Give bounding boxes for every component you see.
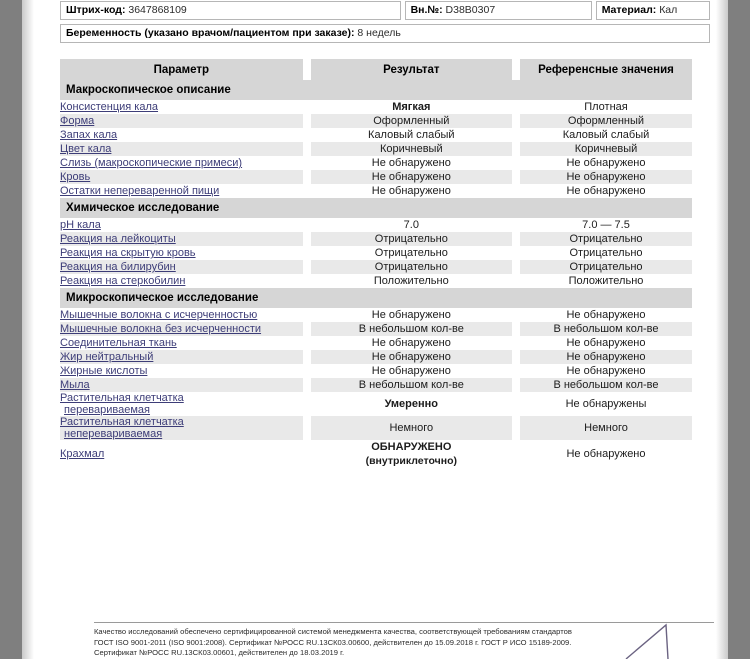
column-gap-1 bbox=[303, 184, 311, 198]
column-gap-2 bbox=[512, 336, 520, 350]
result-cell bbox=[311, 100, 512, 114]
parameter-link-line2[interactable]: перевариваемая bbox=[64, 404, 151, 416]
internal-number-label: Вн.№: bbox=[410, 4, 443, 16]
reference-cell: Не обнаружено bbox=[520, 364, 692, 378]
section-title: Микроскопическое исследование bbox=[60, 288, 692, 308]
column-gap-1 bbox=[303, 142, 311, 156]
pregnancy-label: Беременность (указано врачом/пациентом при заказе): bbox=[66, 27, 355, 39]
footer-line-2: ГОСТ ISO 9001-2011 (ISO 9001:2008). Сертификат №РОСС RU.13СК03.00600, действителен до 15.09.2018 г. ГОСТ Р ИСО 15189-2009. bbox=[94, 637, 572, 647]
parameter-link[interactable]: Запах кала bbox=[60, 129, 118, 141]
section-title: Макроскопическое описание bbox=[60, 80, 692, 100]
column-gap-2 bbox=[512, 128, 520, 142]
parameter-cell bbox=[60, 114, 303, 128]
parameter-cell bbox=[60, 142, 303, 156]
column-gap-2 bbox=[512, 59, 520, 80]
column-gap-2 bbox=[512, 184, 520, 198]
result-cell bbox=[311, 440, 512, 468]
column-gap-1 bbox=[303, 232, 311, 246]
result-cell bbox=[311, 260, 512, 274]
parameter-link[interactable]: Соединительная ткань bbox=[60, 337, 177, 349]
parameter-link[interactable]: Растительная клетчатка bbox=[60, 416, 184, 428]
result-cell bbox=[311, 392, 512, 416]
reference-cell: Коричневый bbox=[520, 142, 692, 156]
column-gap-1 bbox=[303, 274, 311, 288]
column-gap-1 bbox=[303, 322, 311, 336]
result-cell bbox=[311, 308, 512, 322]
table-row bbox=[60, 184, 692, 198]
reference-cell: Не обнаружено bbox=[520, 440, 692, 468]
parameter-link[interactable]: Цвет кала bbox=[60, 143, 112, 155]
parameter-link[interactable]: Жирные кислоты bbox=[60, 365, 148, 377]
result-value: Не обнаружено bbox=[371, 351, 451, 363]
column-gap-2 bbox=[512, 114, 520, 128]
column-gap-1 bbox=[303, 246, 311, 260]
reference-cell: Не обнаружено bbox=[520, 156, 692, 170]
column-gap-1 bbox=[303, 440, 311, 468]
result-value: 7.0 bbox=[403, 219, 419, 231]
result-value: Каловый слабый bbox=[368, 129, 455, 141]
result-value: Не обнаружено bbox=[371, 337, 451, 349]
column-gap-2 bbox=[512, 392, 520, 416]
material-value: Кал bbox=[659, 4, 678, 16]
parameter-link[interactable]: Реакция на лейкоциты bbox=[60, 233, 176, 245]
column-gap-2 bbox=[512, 440, 520, 468]
column-gap-1 bbox=[303, 156, 311, 170]
parameter-cell bbox=[60, 322, 303, 336]
parameter-cell bbox=[60, 440, 303, 468]
results-table bbox=[60, 59, 692, 468]
reference-cell: Не обнаружено bbox=[520, 308, 692, 322]
result-value: Оформленный bbox=[373, 115, 450, 127]
result-cell bbox=[311, 184, 512, 198]
column-gap-2 bbox=[512, 170, 520, 184]
parameter-cell bbox=[60, 260, 303, 274]
footer-certification-text bbox=[94, 627, 694, 659]
reference-cell: Оформленный bbox=[520, 114, 692, 128]
result-value: Не обнаружено bbox=[371, 157, 451, 169]
reference-cell: Отрицательно bbox=[520, 232, 692, 246]
table-row bbox=[60, 378, 692, 392]
table-row bbox=[60, 170, 692, 184]
reference-cell: Не обнаружено bbox=[520, 184, 692, 198]
result-cell bbox=[311, 218, 512, 232]
internal-number-value: D38B0307 bbox=[445, 4, 496, 16]
parameter-cell bbox=[60, 218, 303, 232]
parameter-link[interactable]: Растительная клетчатка bbox=[60, 392, 184, 404]
parameter-cell bbox=[60, 274, 303, 288]
column-gap-2 bbox=[512, 350, 520, 364]
table-row bbox=[60, 142, 692, 156]
table-row bbox=[60, 156, 692, 170]
column-gap-2 bbox=[512, 246, 520, 260]
table-row bbox=[60, 322, 692, 336]
reference-cell: Не обнаружено bbox=[520, 336, 692, 350]
barcode-label: Штрих-код: bbox=[66, 4, 126, 16]
column-gap-2 bbox=[512, 416, 520, 440]
result-cell bbox=[311, 350, 512, 364]
reference-cell: Отрицательно bbox=[520, 260, 692, 274]
column-gap-1 bbox=[303, 100, 311, 114]
parameter-link[interactable]: Слизь (макроскопические примеси) bbox=[60, 157, 243, 169]
table-header-row bbox=[60, 59, 692, 80]
barcode-value: 3647868109 bbox=[128, 4, 187, 16]
column-gap-2 bbox=[512, 260, 520, 274]
reference-cell: В небольшом кол-ве bbox=[520, 322, 692, 336]
reference-cell: Отрицательно bbox=[520, 246, 692, 260]
pregnancy-value: 8 недель bbox=[357, 27, 401, 39]
table-row bbox=[60, 350, 692, 364]
parameter-link[interactable]: Консистенция кала bbox=[60, 101, 159, 113]
column-gap-1 bbox=[303, 364, 311, 378]
parameter-cell bbox=[60, 416, 303, 440]
table-row bbox=[60, 274, 692, 288]
reference-cell: Не обнаружено bbox=[520, 350, 692, 364]
section-header-row bbox=[60, 198, 692, 218]
results-table-body bbox=[60, 80, 692, 468]
column-gap-2 bbox=[512, 232, 520, 246]
parameter-link[interactable]: Реакция на билирубин bbox=[60, 261, 176, 273]
result-value: Умеренно bbox=[384, 398, 438, 410]
table-row bbox=[60, 336, 692, 350]
footer-divider bbox=[94, 622, 714, 623]
column-gap-1 bbox=[303, 59, 311, 80]
result-cell bbox=[311, 416, 512, 440]
column-gap-1 bbox=[303, 308, 311, 322]
result-value: В небольшом кол-ве bbox=[358, 323, 464, 335]
column-gap-1 bbox=[303, 218, 311, 232]
column-gap-2 bbox=[512, 308, 520, 322]
result-cell bbox=[311, 142, 512, 156]
result-value-detail: (внутриклеточно) bbox=[365, 455, 457, 467]
column-header-result: Результат bbox=[311, 59, 512, 80]
result-cell bbox=[311, 322, 512, 336]
reference-cell: В небольшом кол-ве bbox=[520, 378, 692, 392]
parameter-cell bbox=[60, 232, 303, 246]
identification-row-pregnancy bbox=[60, 21, 710, 43]
parameter-link[interactable]: Жир нейтральный bbox=[60, 351, 154, 363]
result-value: Мягкая bbox=[392, 101, 431, 113]
result-cell bbox=[311, 232, 512, 246]
scan-edge-left bbox=[0, 0, 22, 659]
parameter-link[interactable]: Крахмал bbox=[60, 448, 105, 460]
column-header-parameter: Параметр bbox=[60, 59, 303, 80]
pregnancy-field bbox=[60, 24, 710, 43]
section-header-row bbox=[60, 288, 692, 308]
parameter-cell bbox=[60, 308, 303, 322]
footer-line-3: Сертификат №РОСС RU.13СК03.00601, действителен до 18.03.2019 г. bbox=[94, 648, 345, 658]
result-value: ОБНАРУЖЕНО bbox=[371, 441, 452, 453]
column-gap-2 bbox=[512, 322, 520, 336]
parameter-cell bbox=[60, 364, 303, 378]
reference-cell: Плотная bbox=[520, 100, 692, 114]
internal-number-field bbox=[405, 1, 592, 20]
parameter-cell bbox=[60, 246, 303, 260]
column-gap-1 bbox=[303, 128, 311, 142]
column-gap-1 bbox=[303, 170, 311, 184]
result-value: Не обнаружено bbox=[371, 309, 451, 321]
table-row bbox=[60, 100, 692, 114]
footer-line-1: Качество исследований обеспечено сертифицированной системой менеджмента качества, соответствующей требованиям стандартов bbox=[94, 627, 572, 636]
parameter-cell bbox=[60, 170, 303, 184]
reference-cell: 7.0 — 7.5 bbox=[520, 218, 692, 232]
result-value: Немного bbox=[389, 422, 434, 434]
table-row bbox=[60, 308, 692, 322]
parameter-cell bbox=[60, 100, 303, 114]
column-gap-1 bbox=[303, 392, 311, 416]
result-value: Отрицательно bbox=[374, 247, 448, 259]
scan-edge-left-gradient bbox=[22, 0, 34, 659]
parameter-link[interactable]: Кровь bbox=[60, 171, 91, 183]
column-gap-1 bbox=[303, 350, 311, 364]
result-value: Не обнаружено bbox=[371, 365, 451, 377]
column-gap-2 bbox=[512, 274, 520, 288]
result-cell bbox=[311, 364, 512, 378]
parameter-link[interactable]: Форма bbox=[60, 115, 95, 127]
parameter-cell bbox=[60, 156, 303, 170]
column-gap-1 bbox=[303, 378, 311, 392]
column-gap-1 bbox=[303, 336, 311, 350]
parameter-cell bbox=[60, 336, 303, 350]
column-gap-2 bbox=[512, 100, 520, 114]
column-gap-2 bbox=[512, 218, 520, 232]
table-row bbox=[60, 260, 692, 274]
table-row bbox=[60, 392, 692, 416]
report-sheet bbox=[34, 0, 716, 659]
column-gap-1 bbox=[303, 114, 311, 128]
reference-cell: Каловый слабый bbox=[520, 128, 692, 142]
parameter-cell bbox=[60, 128, 303, 142]
scan-edge-right-gradient bbox=[716, 0, 728, 659]
result-value: Коричневый bbox=[380, 143, 443, 155]
column-header-reference: Референсные значения bbox=[520, 59, 692, 80]
result-cell bbox=[311, 170, 512, 184]
parameter-cell bbox=[60, 392, 303, 416]
table-row bbox=[60, 232, 692, 246]
result-cell bbox=[311, 246, 512, 260]
column-gap-1 bbox=[303, 260, 311, 274]
parameter-link[interactable]: pH кала bbox=[60, 219, 101, 231]
table-row bbox=[60, 114, 692, 128]
result-value: Не обнаружено bbox=[371, 185, 451, 197]
table-row bbox=[60, 416, 692, 440]
parameter-link[interactable]: Остатки непереваренной пищи bbox=[60, 185, 220, 197]
table-row bbox=[60, 218, 692, 232]
parameter-cell bbox=[60, 184, 303, 198]
result-value: Положительно bbox=[373, 275, 449, 287]
material-field bbox=[596, 1, 710, 20]
result-cell bbox=[311, 128, 512, 142]
result-value: В небольшом кол-ве bbox=[358, 379, 464, 391]
table-row bbox=[60, 128, 692, 142]
parameter-link[interactable]: Мышечные волокна без исчерченности bbox=[60, 323, 262, 335]
table-row bbox=[60, 440, 692, 468]
result-cell bbox=[311, 156, 512, 170]
scan-edge-right bbox=[728, 0, 750, 659]
parameter-cell bbox=[60, 378, 303, 392]
table-row bbox=[60, 246, 692, 260]
result-value: Отрицательно bbox=[374, 261, 448, 273]
column-gap-2 bbox=[512, 364, 520, 378]
section-title: Химическое исследование bbox=[60, 198, 692, 218]
parameter-link[interactable]: Мыла bbox=[60, 379, 90, 391]
reference-cell: Немного bbox=[520, 416, 692, 440]
identification-row-primary bbox=[60, 1, 710, 20]
result-cell bbox=[311, 378, 512, 392]
result-cell bbox=[311, 114, 512, 128]
reference-cell: Не обнаружены bbox=[520, 392, 692, 416]
section-header-row bbox=[60, 80, 692, 100]
column-gap-2 bbox=[512, 156, 520, 170]
column-gap-2 bbox=[512, 142, 520, 156]
result-cell bbox=[311, 336, 512, 350]
table-row bbox=[60, 364, 692, 378]
reference-cell: Не обнаружено bbox=[520, 170, 692, 184]
parameter-link[interactable]: Мышечные волокна с исчерченностью bbox=[60, 309, 258, 321]
column-gap-2 bbox=[512, 378, 520, 392]
result-cell bbox=[311, 274, 512, 288]
parameter-link[interactable]: Реакция на стеркобилин bbox=[60, 275, 186, 287]
barcode-field bbox=[60, 1, 401, 20]
column-gap-1 bbox=[303, 416, 311, 440]
parameter-link-line2[interactable]: неперевариваемая bbox=[64, 428, 163, 440]
parameter-link[interactable]: Реакция на скрытую кровь bbox=[60, 247, 196, 259]
parameter-cell bbox=[60, 350, 303, 364]
reference-cell: Положительно bbox=[520, 274, 692, 288]
result-value: Не обнаружено bbox=[371, 171, 451, 183]
result-value: Отрицательно bbox=[374, 233, 448, 245]
material-label: Материал: bbox=[601, 4, 657, 16]
